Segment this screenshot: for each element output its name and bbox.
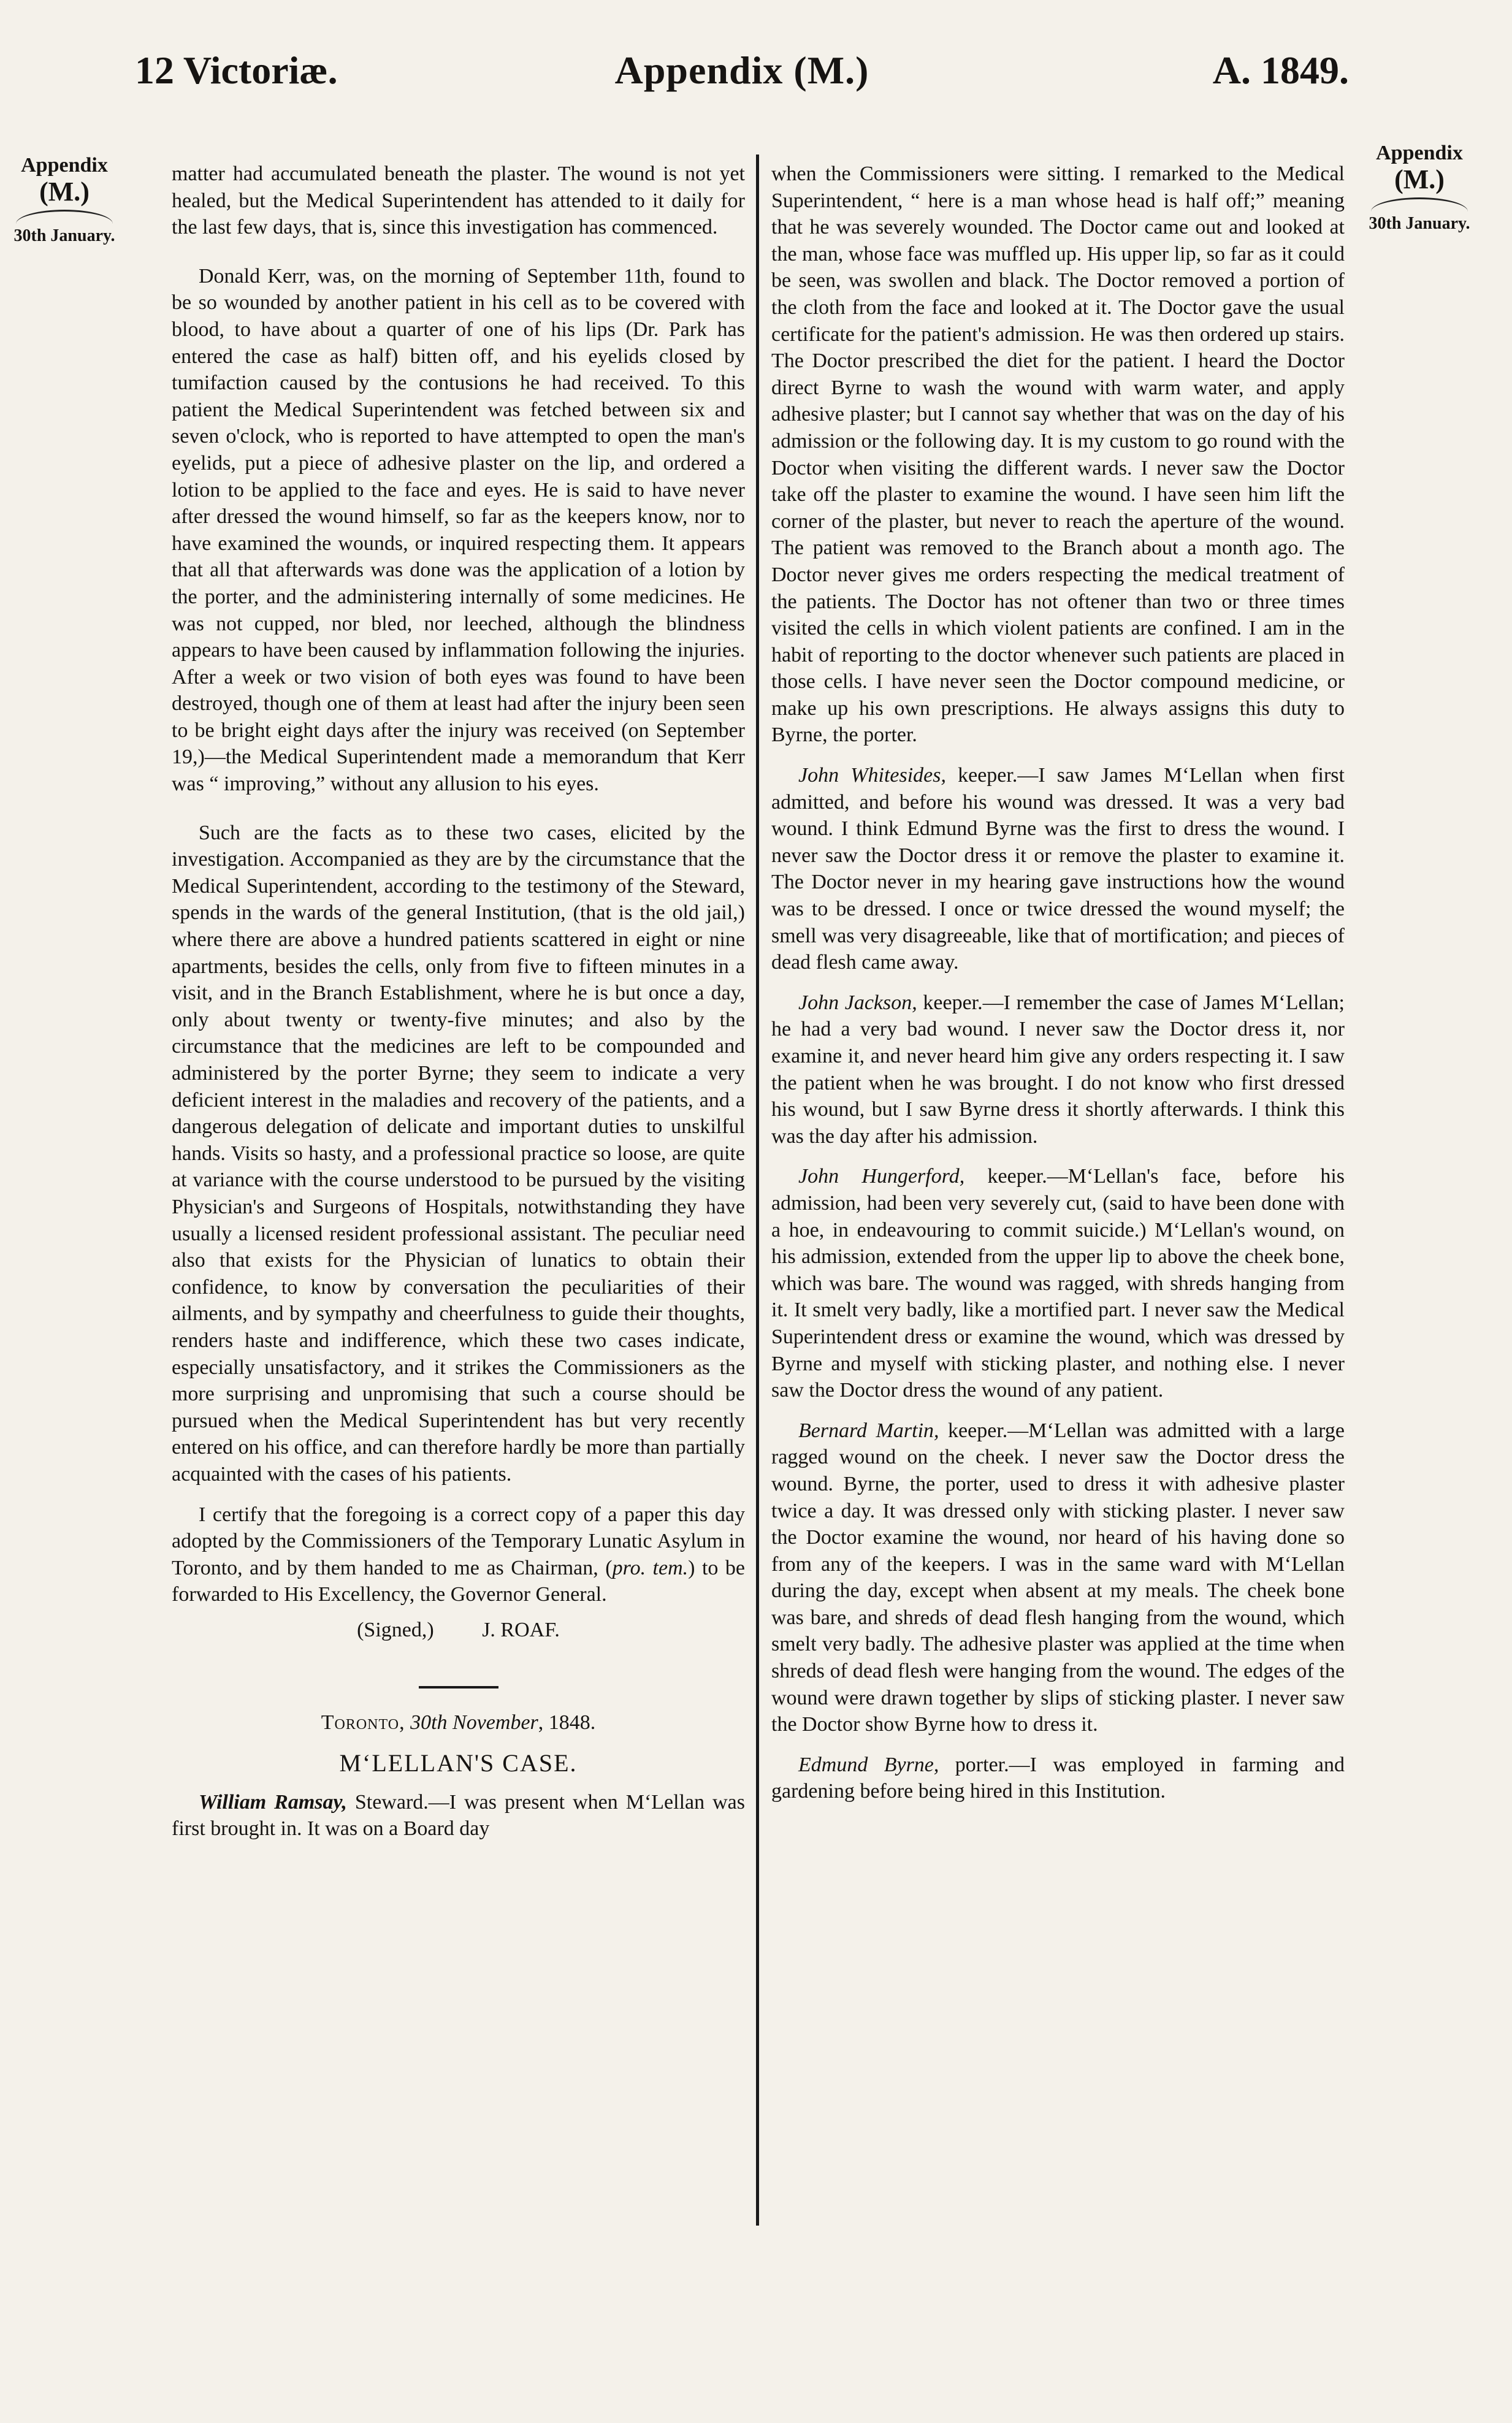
left-column <box>172 161 745 1842</box>
witness-name: John Jackson, <box>798 991 917 1014</box>
header-session: 12 Victoriæ. <box>135 48 338 92</box>
witness-name: John Hungerford, <box>798 1165 965 1188</box>
page-header <box>135 48 1349 103</box>
dateline-year: , 1848. <box>538 1711 596 1734</box>
signature-line <box>172 1617 745 1644</box>
margin-note-date: 30th January. <box>13 226 115 245</box>
right-column <box>771 161 1345 1805</box>
margin-note-label: Appendix <box>1376 142 1463 164</box>
witness-name: Edmund Byrne, <box>798 1753 939 1776</box>
brace-mark <box>16 210 113 224</box>
section-rule <box>419 1686 498 1688</box>
margin-note-letter: (M.) <box>39 177 90 207</box>
testimony-text: keeper.—M‘Lellan's face, before his admission, had been very severely cut, (said to have been done with a hoe, in endeavouring to commit suicide.) M‘Lellan's wound, on his admission, extended from the upper lip to above the cheek bone, which was bare. The wound was ragged, with shreds hanging from it. It smelt very badly, like a mortified part. I never saw the Medical Superintendent dress or examine the wound, which was dressed by Byrne and myself with sticking plaster, and nothing else. I never saw the Doctor dress the wound of any patient. <box>771 1165 1345 1402</box>
margin-note-left <box>6 153 123 246</box>
witness-name: John Whitesides, <box>798 764 947 787</box>
testimony-text: keeper.—M‘Lellan was admitted with a large ragged wound on the cheek. I never saw the Doctor dress the wound. Byrne, the porter, used to dress it with adhesive plaster twice a day. It was dressed only with sticking plaster. I never saw the Doctor examine the wound, nor heard of his having done so from any of the keepers. I was in the same ward with M‘Lellan during the day, except when absent at my meals. The cheek bone was bare, and shreds of dead flesh hanging from the wound, which smelt very badly. The adhesive plaster was applied at the time when shreds of dead flesh were hanging from the wound. The edges of the wound were drawn together by slips of sticking plaster. I never saw the Doctor show Byrne how to dress it. <box>771 1419 1345 1736</box>
testimony-jackson <box>771 990 1345 1150</box>
witness-name: William Ramsay, <box>199 1790 347 1814</box>
dateline-date: 30th November <box>410 1711 538 1734</box>
testimony-text: keeper.—I saw James M‘Lellan when first admitted, and before his wound was dressed. It was a very bad wound. I think Edmund Byrne was the first to dress the wound. I never saw the Doctor dress it or remove the plaster to examine it. The Doctor never in my hearing gave instructions how the wound was to be dressed. I once or twice dressed the wound myself; the smell was very disagreeable, like that of mortification; and pieces of dead flesh came away. <box>771 764 1345 974</box>
margin-note-date: 30th January. <box>1369 214 1470 233</box>
header-year: A. 1849. <box>1212 48 1349 92</box>
paragraph-ramsay-continued: when the Commissioners were sitting. I remarked to the Medical Superintendent, “ here is a man whose head is half off;” meaning that he was severely wounded. The Doctor came out and looked at the man, whose face was muffled up. His upper lip, so far as it could be seen, was swollen and black. The Doctor removed a portion of the cloth from the face and looked at it. The Doctor gave the usual certificate for the patient's admission. He was then ordered up stairs. The Doctor prescribed the diet for the patient. I heard the Doctor direct Byrne to wash the wound with warm water, and apply adhesive plaster; but I cannot say whether that was on the day of his admission or the following day. It is my custom to go round with the Doctor when visiting the different wards. I never saw the Doctor take off the plaster to examine the wound. I have seen him lift the corner of the plaster, but never to reach the aperture of the wound. The patient was removed to the Branch about a month ago. The Doctor never gives me orders respecting the medical treatment of the patients. The Doctor has not oftener than two or three times visited the cells in which violent patients are confined. I am in the habit of reporting to the doctor whenever such patients are placed in those cells. I have never seen the Doctor compound medicine, or make up his own prescriptions. He always assigns this duty to Byrne, the porter. <box>771 162 1345 747</box>
margin-note-right <box>1361 141 1478 234</box>
signer-name: J. ROAF. <box>482 1618 560 1641</box>
case-title: M‘LELLAN'S CASE. <box>339 1749 578 1777</box>
certification-text: I certify that the foregoing is a correct copy of a paper this day adopted by the Commissioners of the Temporary Lunatic Asylum in Toronto, and by them handed to me as Chairman, ( <box>172 1503 745 1579</box>
signed-label: (Signed,) <box>357 1618 434 1641</box>
testimony-text: Steward.—I was present when M‘Lellan was first brought in. It was on a Board day <box>172 1790 745 1841</box>
testimony-martin <box>771 1418 1345 1738</box>
testimony-whitesides <box>771 762 1345 976</box>
margin-note-label: Appendix <box>21 154 108 177</box>
brace-mark <box>1371 197 1468 212</box>
dateline-place: Toronto, <box>321 1711 405 1734</box>
testimony-text: keeper.—I remember the case of James M‘Lellan; he had a very bad wound. I never saw the Doctor dress it, nor examine it, and never heard him give any orders respecting it. I saw the patient when he was brought. I do not know who first dressed his wound, but I saw Byrne dress it shortly afterwards. I think this was the day after his admission. <box>771 991 1345 1148</box>
margin-note-letter: (M.) <box>1394 164 1445 194</box>
paragraph-kerr-case: Donald Kerr, was, on the morning of September 11th, found to be so wounded by another patient in his cell as to be covered with blood, to have about a quarter of one of his lips (Dr. Park has entered the case as half) bitten off, and his eyelids closed by tumifaction caused by the contusions he had received. To this patient the Medical Superintendent was fetched between six and seven o'clock, who is reported to have attempted to open the man's eyelids, put a piece of adhesive plaster on the lip, and ordered a lotion to be applied to the face and eyes. He is said to have never after dressed the wound himself, so far as the keepers know, nor to have examined the wounds, or inquired respecting them. It appears that all that afterwards was done was the application of a lotion by the porter, and the administering internally of some medicines. He was not cupped, nor bled, nor leeched, although the blindness appears to have been caused by inflammation following the injuries. After a week or two vision of both eyes was found to have been destroyed, though one of them at least had after the injury been seen to be bright eight days after the injury was received (on September 19,)—the Medical Superintendent made a memorandum that Kerr was “ improving,” without any allusion to his eyes. <box>172 264 745 796</box>
certification-italic: pro. tem. <box>612 1556 689 1579</box>
paragraph-findings: Such are the facts as to these two cases, elicited by the investigation. Accompanied as they are by the circumstance that the Medical Superintendent, according to the testimony of the Steward, spends in the wards of the general Institution, (that is the old jail,) where there are above a hundred patients scattered in eight or nine apartments, besides the cells, only from five to fifteen minutes in a visit, and in the Branch Establishment, where he is but once a day, only about twenty or twenty-five minutes; and also by the circumstance that the medicines are left to be compounded and administered by the porter Byrne; they seem to indicate a very deficient interest in the maladies and recovery of the patients, and a dangerous delegation of delicate and important duties to unskilful hands. Visits so hasty, and a professional practice so loose, are quite at variance with the course understood to be pursued by the visiting Physician's and Surgeons of Hospitals, notwithstanding they have usually a licensed resident professional assistant. The peculiar need also that exists for the Physician of lunatics to obtain their confidence, to know by conversation the peculiarities of their ailments, and by sympathy and cheerfulness to guide their thoughts, renders haste and indifference, which these two cases indicate, especially unsatisfactory, and it strikes the Commissioners as the more surprising and unpromising that such a course should be pursued when the Medical Superintendent has but very recently entered on his office, and can therefore hardly be more than partially acquainted with the cases of his patients. <box>172 821 745 1486</box>
dateline <box>172 1709 745 1736</box>
testimony-hungerford <box>771 1163 1345 1403</box>
paragraph-certification <box>172 1501 745 1608</box>
paragraph: matter had accumulated beneath the plaster. The wound is not yet healed, but the Medical Superintendent has attended to it daily for the last few days, that is, since this investigation has commenced. <box>172 162 745 239</box>
testimony-text: porter.—I was employed in farming and gardening before being hired in this Institution. <box>771 1753 1345 1803</box>
witness-name: Bernard Martin, <box>798 1419 939 1442</box>
testimony-ramsay <box>172 1789 745 1842</box>
header-appendix: Appendix (M.) <box>614 48 869 92</box>
column-divider <box>756 155 759 2226</box>
testimony-byrne <box>771 1752 1345 1805</box>
certification-text-end: ) to be forwarded to His Excellency, the Governor General. <box>172 1556 746 1606</box>
